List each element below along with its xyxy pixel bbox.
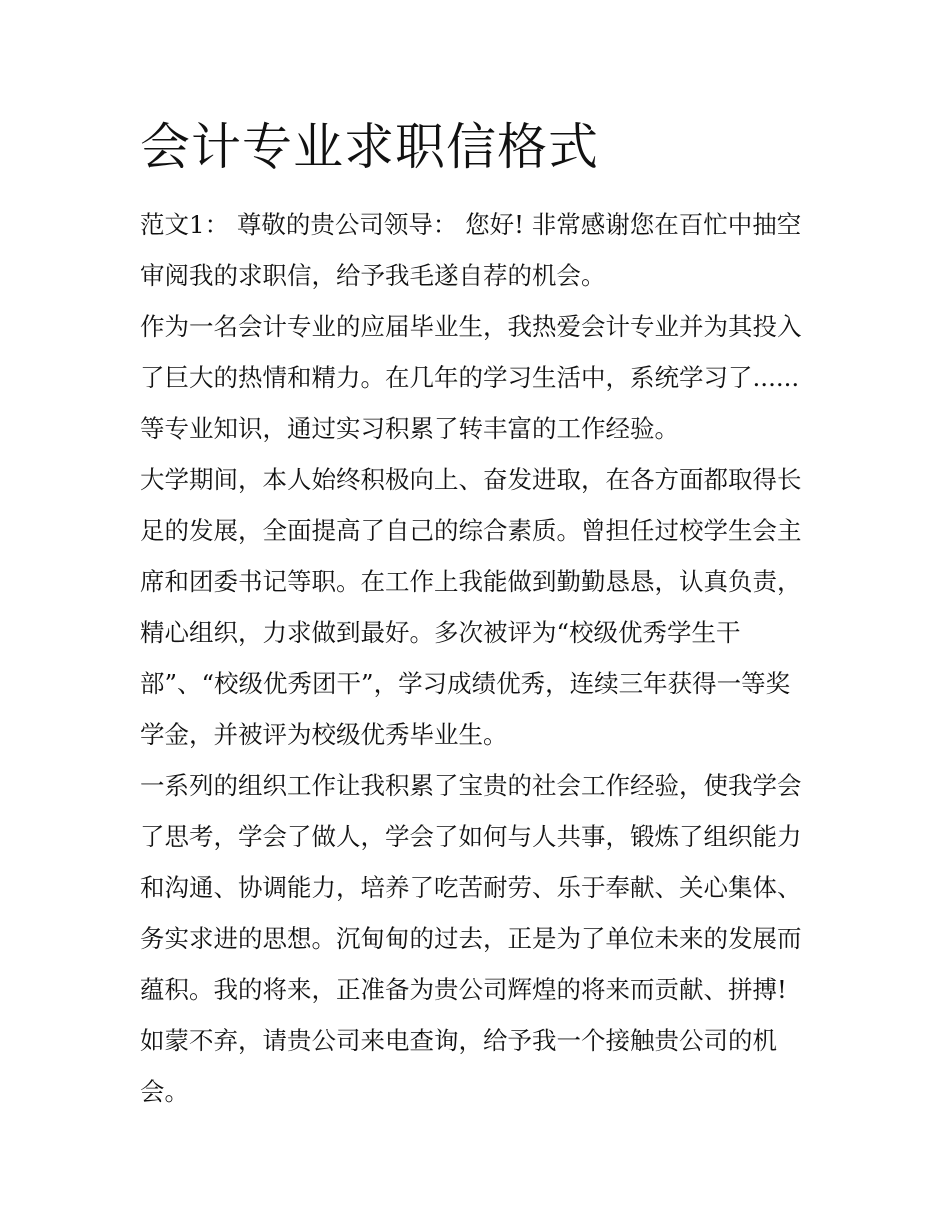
body-line: 会。 xyxy=(140,1077,189,1106)
body-line: 了思考，学会了做人，学会了如何与人共事，锻炼了组织能力 xyxy=(140,822,802,851)
body-line: 范文1： 尊敬的贵公司领导： 您好! 非常感谢您在百忙中抽空 xyxy=(140,210,802,239)
document-body xyxy=(140,199,820,1117)
body-line: 学金，并被评为校级优秀毕业生。 xyxy=(140,720,508,749)
body-line: 大学期间，本人始终积极向上、奋发进取，在各方面都取得长 xyxy=(140,465,802,494)
body-line: 精心组织，力求做到最好。多次被评为“校级优秀学生干 xyxy=(140,618,741,647)
body-line: 审阅我的求职信，给予我毛遂自荐的机会。 xyxy=(140,261,606,290)
body-line: 如蒙不弃，请贵公司来电查询，给予我一个接触贵公司的机 xyxy=(140,1026,777,1055)
body-line: 席和团委书记等职。在工作上我能做到勤勤恳恳，认真负责， xyxy=(140,567,802,596)
body-line: 蕴积。我的将来，正准备为贵公司辉煌的将来而贡献、拼搏! xyxy=(140,975,787,1004)
body-line: 部”、“校级优秀团干”，学习成绩优秀，连续三年获得一等奖 xyxy=(140,669,791,698)
body-line: 等专业知识，通过实习积累了转丰富的工作经验。 xyxy=(140,414,679,443)
body-line: 和沟通、协调能力，培养了吃苦耐劳、乐于奉献、关心集体、 xyxy=(140,873,802,902)
document-title: 会计专业求职信格式 xyxy=(140,118,599,176)
body-line: 务实求进的思想。沉甸甸的过去，正是为了单位未来的发展而 xyxy=(140,924,802,953)
body-line: 足的发展，全面提高了自己的综合素质。曾担任过校学生会主 xyxy=(140,516,802,545)
body-line: 作为一名会计专业的应届毕业生，我热爱会计专业并为其投入 xyxy=(140,312,802,341)
body-line: 了巨大的热情和精力。在几年的学习生活中，系统学习了...... xyxy=(140,363,800,392)
body-line: 一系列的组织工作让我积累了宝贵的社会工作经验，使我学会 xyxy=(140,771,802,800)
